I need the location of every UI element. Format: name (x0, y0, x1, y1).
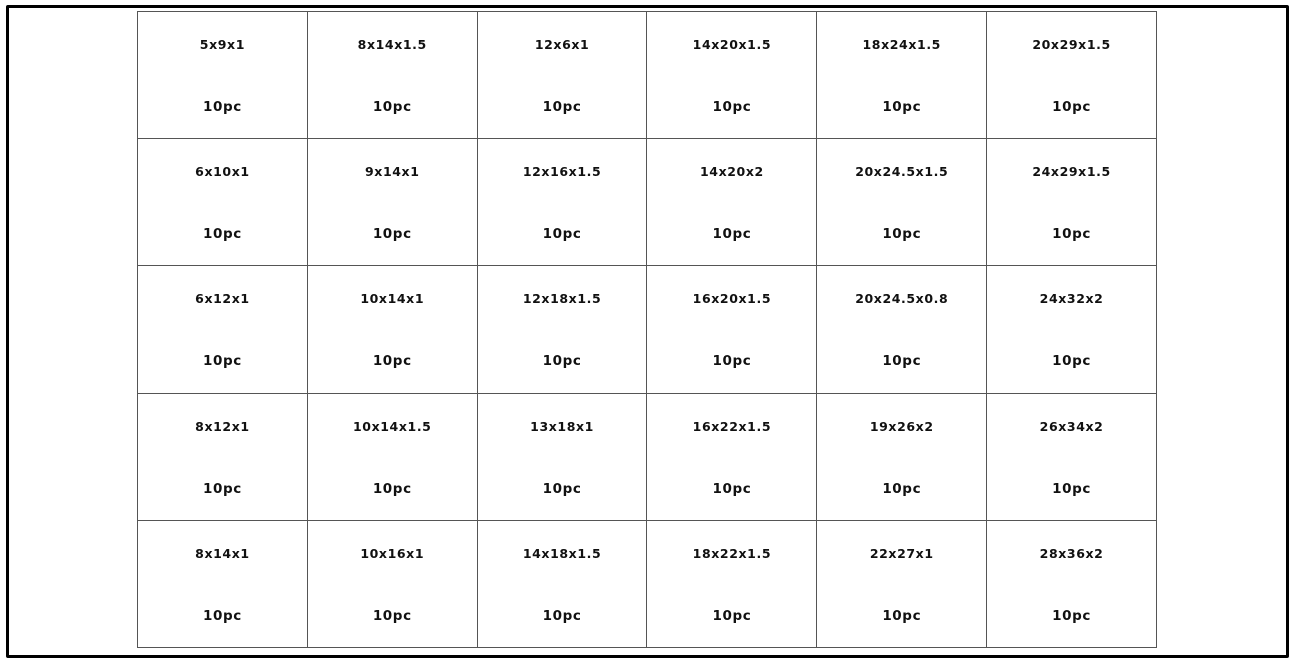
table-cell (478, 12, 648, 139)
cell-size-label: 10x14x1.5 (353, 418, 432, 434)
cell-quantity-label: 10pc (372, 353, 412, 370)
table-cell (647, 521, 817, 648)
cell-size-label: 14x20x2 (699, 164, 764, 180)
cell-quantity-label: 10pc (202, 607, 242, 624)
cell-size-label: 26x34x2 (1039, 418, 1104, 434)
table-cell (308, 266, 478, 393)
cell-size-label: 13x18x1 (530, 418, 594, 434)
cell-size-label: 6x12x1 (195, 291, 250, 307)
table-cell (817, 139, 987, 266)
cell-quantity-label: 10pc (882, 353, 922, 370)
cell-size-label: 12x18x1.5 (522, 291, 602, 307)
cell-quantity-label: 10pc (372, 480, 412, 497)
table-cell (308, 521, 478, 648)
table-cell (987, 394, 1157, 521)
table-cell (647, 12, 817, 139)
table-cell (138, 139, 308, 266)
table-cell (138, 12, 308, 139)
cell-size-label: 24x29x1.5 (1032, 164, 1111, 180)
cell-quantity-label: 10pc (882, 226, 922, 243)
cell-size-label: 19x26x2 (869, 418, 934, 434)
table-cell (817, 394, 987, 521)
table-cell (647, 394, 817, 521)
cell-size-label: 20x29x1.5 (1032, 37, 1111, 52)
cell-quantity-label: 10pc (542, 99, 582, 115)
cell-quantity-label: 10pc (542, 480, 582, 497)
cell-size-label: 24x32x2 (1039, 291, 1104, 307)
cell-quantity-label: 10pc (712, 226, 752, 243)
cell-size-label: 8x14x1.5 (357, 37, 427, 52)
table-cell (478, 139, 648, 266)
cell-size-label: 20x24.5x0.8 (855, 291, 949, 307)
cell-size-label: 18x24x1.5 (862, 37, 941, 52)
table-cell (987, 266, 1157, 393)
table-cell (478, 521, 648, 648)
cell-quantity-label: 10pc (712, 607, 752, 624)
table-cell (987, 12, 1157, 139)
cell-quantity-label: 10pc (882, 99, 922, 115)
cell-size-label: 6x10x1 (195, 164, 250, 180)
cell-quantity-label: 10pc (1052, 607, 1091, 624)
cell-quantity-label: 10pc (202, 480, 242, 497)
table-cell (308, 139, 478, 266)
cell-size-label: 14x18x1.5 (522, 545, 602, 561)
cell-quantity-label: 10pc (202, 353, 242, 370)
cell-quantity-label: 10pc (882, 607, 922, 624)
cell-quantity-label: 10pc (1052, 226, 1091, 243)
cell-size-label: 8x12x1 (195, 418, 250, 434)
cell-size-label: 12x6x1 (534, 37, 590, 52)
cell-size-label: 28x36x2 (1039, 545, 1104, 561)
cell-size-label: 12x16x1.5 (522, 164, 602, 180)
table-cell (647, 139, 817, 266)
cell-quantity-label: 10pc (372, 99, 412, 115)
table-cell (138, 394, 308, 521)
cell-size-label: 22x27x1 (869, 545, 934, 561)
cell-size-label: 8x14x1 (195, 545, 250, 561)
table-cell (987, 521, 1157, 648)
cell-size-label: 16x20x1.5 (692, 291, 772, 307)
table-cell (308, 394, 478, 521)
cell-quantity-label: 10pc (542, 353, 582, 370)
cell-quantity-label: 10pc (372, 226, 412, 243)
cell-quantity-label: 10pc (542, 607, 582, 624)
cell-size-label: 10x16x1 (360, 545, 425, 561)
cell-quantity-label: 10pc (1052, 99, 1091, 115)
table-cell (138, 521, 308, 648)
table-cell (138, 266, 308, 393)
cell-quantity-label: 10pc (712, 353, 752, 370)
size-table (137, 11, 1157, 648)
cell-quantity-label: 10pc (712, 480, 752, 497)
cell-quantity-label: 10pc (202, 99, 242, 115)
table-cell (817, 12, 987, 139)
cell-quantity-label: 10pc (372, 607, 412, 624)
cell-size-label: 14x20x1.5 (692, 37, 772, 52)
cell-quantity-label: 10pc (542, 226, 582, 243)
table-cell (987, 139, 1157, 266)
table-cell (478, 394, 648, 521)
table-cell (308, 12, 478, 139)
cell-size-label: 10x14x1 (360, 291, 425, 307)
cell-quantity-label: 10pc (882, 480, 922, 497)
cell-size-label: 20x24.5x1.5 (855, 164, 949, 180)
cell-size-label: 9x14x1 (364, 164, 420, 180)
table-cell (647, 266, 817, 393)
table-cell (478, 266, 648, 393)
cell-quantity-label: 10pc (712, 99, 752, 115)
cell-size-label: 5x9x1 (199, 37, 246, 52)
cell-size-label: 16x22x1.5 (692, 418, 772, 434)
cell-quantity-label: 10pc (1052, 480, 1091, 497)
cell-quantity-label: 10pc (202, 226, 242, 243)
cell-quantity-label: 10pc (1052, 353, 1091, 370)
table-cell (817, 521, 987, 648)
table-cell (817, 266, 987, 393)
cell-size-label: 18x22x1.5 (692, 545, 772, 561)
